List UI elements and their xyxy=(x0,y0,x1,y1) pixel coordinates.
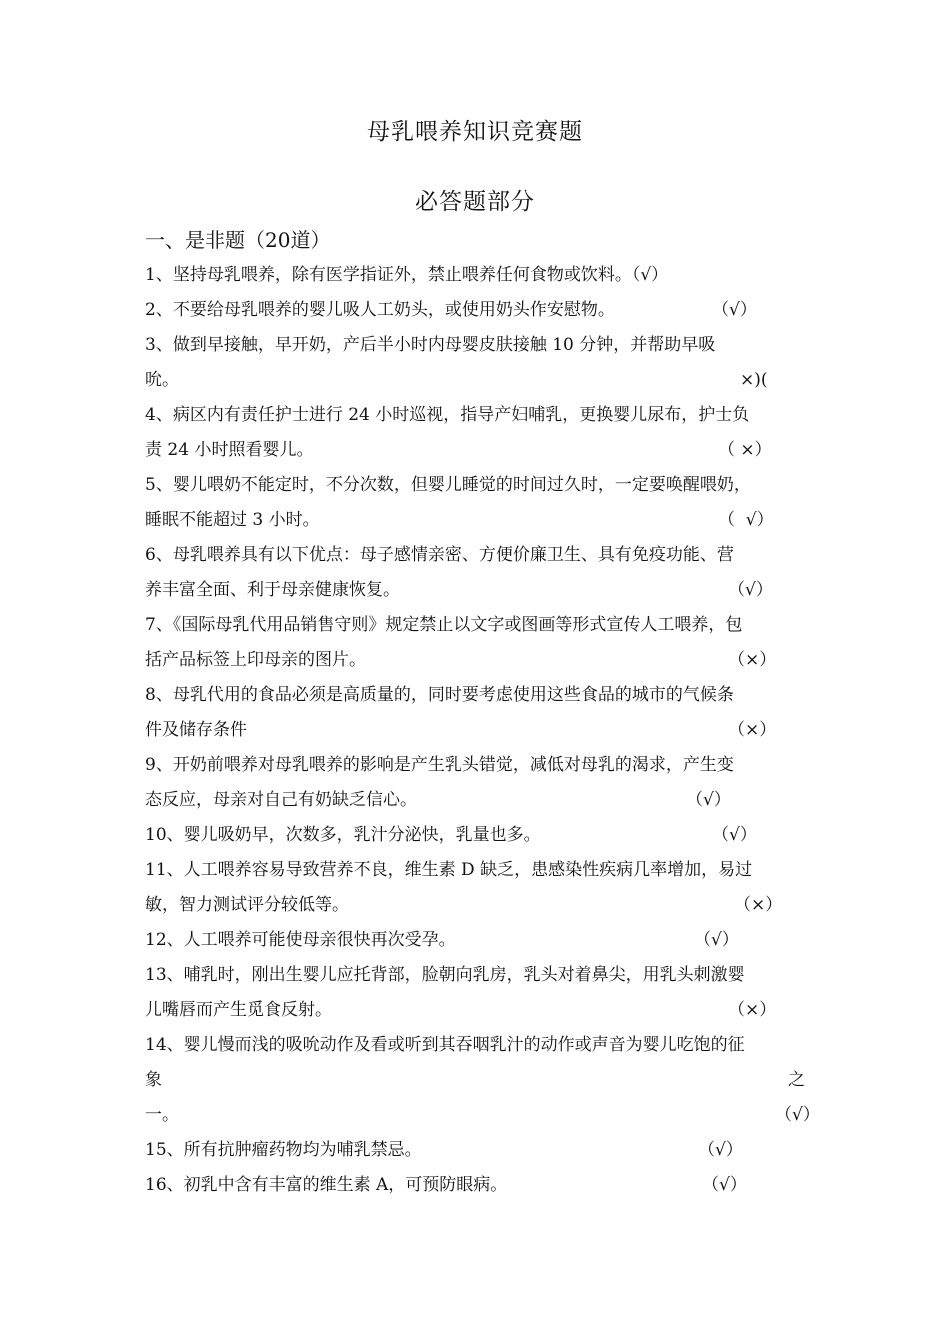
question-line: 敏，智力测试评分较低等。 xyxy=(145,895,349,915)
question-line: 11、人工喂养容易导致营养不良，维生素 D 缺乏，患感染性疾病几率增加，易过 xyxy=(145,860,753,880)
answer-mark: （√） xyxy=(686,790,731,810)
question-line: 养丰富全面、利于母亲健康恢复。 xyxy=(145,580,400,600)
question-line: 吮。 xyxy=(145,370,179,390)
answer-mark: （√） xyxy=(694,930,739,950)
question-line: 3、做到早接触，早开奶，产后半小时内母婴皮肤接触 10 分钟，并帮助早吸 xyxy=(145,335,716,355)
question-line: 象 xyxy=(145,1070,162,1090)
answer-mark: （√） xyxy=(712,825,757,845)
question-line: 6、母乳喂养具有以下优点：母子感情亲密、方便价廉卫生、具有免疫功能、营 xyxy=(145,545,734,565)
answer-mark: 之 xyxy=(788,1070,805,1090)
answer-mark: ×)( xyxy=(740,370,768,390)
question-line: 态反应，母亲对自己有奶缺乏信心。 xyxy=(145,790,417,810)
question-line: 12、人工喂养可能使母亲很快再次受孕。 xyxy=(145,930,456,950)
section-heading: 必答题部分 xyxy=(415,189,535,215)
answer-mark: （×） xyxy=(728,1000,777,1020)
question-line: 一。 xyxy=(145,1105,179,1125)
answer-mark: （√） xyxy=(702,1175,747,1195)
question-line: 件及储存条件 xyxy=(145,720,247,740)
question-line: 2、不要给母乳喂养的婴儿吸人工奶头，或使用奶头作安慰物。 xyxy=(145,300,615,320)
answer-mark: （×） xyxy=(728,650,777,670)
question-line: 儿嘴唇而产生觅食反射。 xyxy=(145,1000,332,1020)
question-line: 1、坚持母乳喂养，除有医学指证外，禁止喂养任何食物或饮料。（√） xyxy=(145,265,669,285)
question-line: 14、婴儿慢而浅的吸吮动作及看或听到其吞咽乳汁的动作或声音为婴儿吃饱的征 xyxy=(145,1035,745,1055)
answer-mark: （×） xyxy=(734,895,783,915)
question-line: 括产品标签上印母亲的图片。 xyxy=(145,650,366,670)
question-line: 16、初乳中含有丰富的维生素 A，可预防眼病。 xyxy=(145,1175,508,1195)
question-line: 责 24 小时照看婴儿。 xyxy=(145,440,314,460)
subsection-heading: 一、是非题（20道） xyxy=(145,228,331,252)
answer-mark: （√） xyxy=(698,1140,743,1160)
question-line: 9、开奶前喂养对母乳喂养的影响是产生乳头错觉，减低对母乳的渴求，产生变 xyxy=(145,755,734,775)
page-title: 母乳喂养知识竞赛题 xyxy=(367,119,583,145)
answer-mark: （ ×） xyxy=(718,440,772,460)
answer-mark: （√） xyxy=(775,1105,820,1125)
answer-mark: （√） xyxy=(728,580,773,600)
answer-mark: （√） xyxy=(712,300,757,320)
question-line: 15、所有抗肿瘤药物均为哺乳禁忌。 xyxy=(145,1140,422,1160)
question-line: 13、哺乳时，刚出生婴儿应托背部，脸朝向乳房，乳头对着鼻尖，用乳头刺激婴 xyxy=(145,965,745,985)
answer-mark: （×） xyxy=(728,720,777,740)
question-line: 睡眠不能超过 3 小时。 xyxy=(145,510,320,530)
question-line: 7、《国际母乳代用品销售守则》规定禁止以文字或图画等形式宣传人工喂养，包 xyxy=(145,615,743,635)
answer-mark: （ √） xyxy=(718,510,774,530)
question-line: 4、病区内有责任护士进行 24 小时巡视，指导产妇哺乳，更换婴儿尿布，护士负 xyxy=(145,405,750,425)
question-line: 8、母乳代用的食品必须是高质量的，同时要考虑使用这些食品的城市的气候条 xyxy=(145,685,734,705)
question-line: 5、婴儿喂奶不能定时，不分次数，但婴儿睡觉的时间过久时，一定要唤醒喂奶， xyxy=(145,475,751,495)
question-line: 10、婴儿吸奶早，次数多，乳汁分泌快，乳量也多。 xyxy=(145,825,541,845)
